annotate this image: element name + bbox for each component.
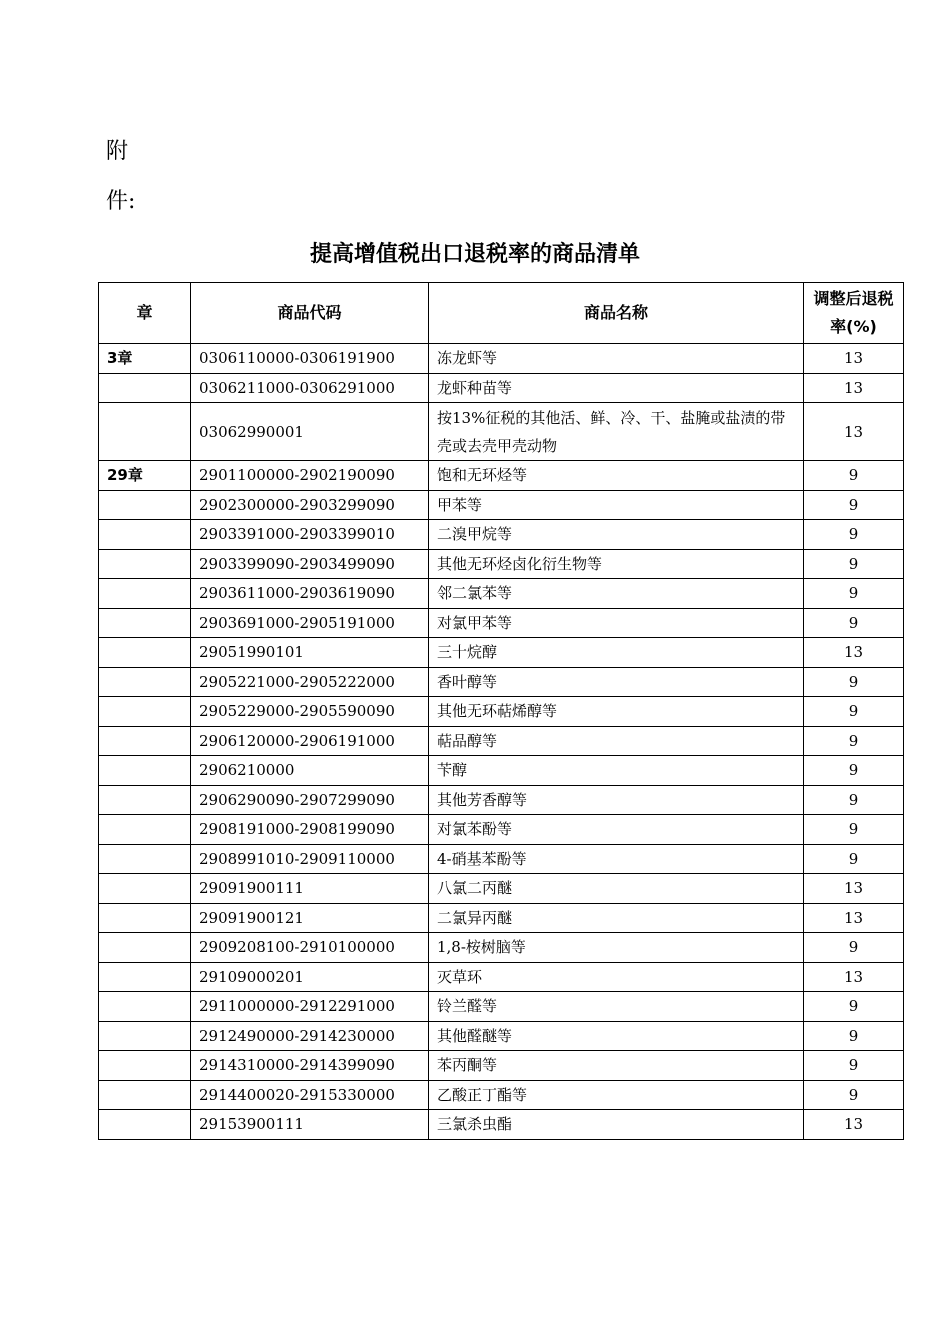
cell-code: 2908191000-2908199090	[191, 815, 429, 845]
cell-rate: 13	[804, 403, 904, 461]
table-row	[99, 992, 904, 1022]
table-row	[99, 844, 904, 874]
cell-code: 2914310000-2914399090	[191, 1051, 429, 1081]
cell-rate: 13	[804, 638, 904, 668]
cell-chapter	[99, 844, 191, 874]
table-row	[99, 608, 904, 638]
table-row	[99, 490, 904, 520]
cell-rate: 9	[804, 756, 904, 786]
table-row	[99, 962, 904, 992]
cell-code: 29091900121	[191, 903, 429, 933]
cell-name: 1,8-桉树脑等	[429, 933, 804, 963]
cell-rate: 9	[804, 549, 904, 579]
cell-code: 0306211000-0306291000	[191, 373, 429, 403]
cell-chapter: 29章	[99, 461, 191, 491]
cell-name: 香叶醇等	[429, 667, 804, 697]
cell-rate: 13	[804, 373, 904, 403]
cell-name: 甲苯等	[429, 490, 804, 520]
cell-code: 2909208100-2910100000	[191, 933, 429, 963]
table-row	[99, 344, 904, 374]
cell-name: 三氯杀虫酯	[429, 1110, 804, 1140]
table-row	[99, 1021, 904, 1051]
cell-code: 2911000000-2912291000	[191, 992, 429, 1022]
header-code: 商品代码	[191, 283, 429, 344]
table-row	[99, 933, 904, 963]
cell-chapter	[99, 903, 191, 933]
cell-code: 2906290090-2907299090	[191, 785, 429, 815]
cell-code: 2912490000-2914230000	[191, 1021, 429, 1051]
cell-code: 2905229000-2905590090	[191, 697, 429, 727]
cell-code: 2903399090-2903499090	[191, 549, 429, 579]
table-row	[99, 1080, 904, 1110]
cell-rate: 9	[804, 785, 904, 815]
cell-code: 29051990101	[191, 638, 429, 668]
table-row	[99, 874, 904, 904]
cell-code: 2914400020-2915330000	[191, 1080, 429, 1110]
table-row	[99, 815, 904, 845]
cell-code: 2908991010-2909110000	[191, 844, 429, 874]
table-row	[99, 1051, 904, 1081]
cell-chapter	[99, 815, 191, 845]
cell-code: 29153900111	[191, 1110, 429, 1140]
table-row	[99, 903, 904, 933]
cell-name: 三十烷醇	[429, 638, 804, 668]
cell-chapter: 3章	[99, 344, 191, 374]
cell-name: 龙虾种苗等	[429, 373, 804, 403]
table-body	[99, 344, 904, 1140]
cell-chapter	[99, 1080, 191, 1110]
table-row	[99, 579, 904, 609]
cell-name: 其他无环萜烯醇等	[429, 697, 804, 727]
cell-name: 萜品醇等	[429, 726, 804, 756]
cell-name: 按13%征税的其他活、鲜、冷、干、盐腌或盐渍的带壳或去壳甲壳动物	[429, 403, 804, 461]
cell-chapter	[99, 962, 191, 992]
cell-chapter	[99, 697, 191, 727]
cell-name: 铃兰醛等	[429, 992, 804, 1022]
cell-rate: 9	[804, 490, 904, 520]
tax-rebate-table	[98, 282, 904, 1140]
cell-chapter	[99, 874, 191, 904]
cell-rate: 9	[804, 608, 904, 638]
cell-name: 其他芳香醇等	[429, 785, 804, 815]
cell-code: 29091900111	[191, 874, 429, 904]
header-chapter: 章	[99, 283, 191, 344]
cell-chapter	[99, 403, 191, 461]
table-row	[99, 697, 904, 727]
cell-chapter	[99, 579, 191, 609]
cell-rate: 9	[804, 815, 904, 845]
header-rate: 调整后退税率(%)	[804, 283, 904, 344]
table-header-row	[99, 283, 904, 344]
cell-rate: 13	[804, 903, 904, 933]
table-row	[99, 726, 904, 756]
cell-code: 2906120000-2906191000	[191, 726, 429, 756]
cell-chapter	[99, 373, 191, 403]
cell-rate: 13	[804, 874, 904, 904]
cell-chapter	[99, 608, 191, 638]
cell-chapter	[99, 785, 191, 815]
cell-rate: 9	[804, 844, 904, 874]
table-row	[99, 549, 904, 579]
cell-code: 2903391000-2903399010	[191, 520, 429, 550]
table-row	[99, 520, 904, 550]
document-title: 提高增值税出口退税率的商品清单	[309, 242, 640, 267]
cell-chapter	[99, 638, 191, 668]
cell-chapter	[99, 1110, 191, 1140]
cell-code: 2903611000-2903619090	[191, 579, 429, 609]
attachment-label-line1: 附	[106, 139, 129, 164]
cell-code: 2905221000-2905222000	[191, 667, 429, 697]
cell-code: 2903691000-2905191000	[191, 608, 429, 638]
table-row	[99, 373, 904, 403]
cell-chapter	[99, 490, 191, 520]
cell-rate: 9	[804, 1051, 904, 1081]
cell-code: 2902300000-2903299090	[191, 490, 429, 520]
cell-name: 对氯甲苯等	[429, 608, 804, 638]
table-row	[99, 785, 904, 815]
header-name: 商品名称	[429, 283, 804, 344]
cell-name: 邻二氯苯等	[429, 579, 804, 609]
cell-rate: 13	[804, 962, 904, 992]
cell-name: 二氯异丙醚	[429, 903, 804, 933]
cell-rate: 9	[804, 992, 904, 1022]
cell-name: 对氯苯酚等	[429, 815, 804, 845]
cell-rate: 9	[804, 461, 904, 491]
cell-rate: 13	[804, 1110, 904, 1140]
table-row	[99, 403, 904, 461]
cell-code: 2901100000-2902190090	[191, 461, 429, 491]
cell-name: 八氯二丙醚	[429, 874, 804, 904]
cell-name: 其他无环烃卤化衍生物等	[429, 549, 804, 579]
cell-name: 4-硝基苯酚等	[429, 844, 804, 874]
cell-chapter	[99, 756, 191, 786]
cell-chapter	[99, 1021, 191, 1051]
attachment-label-line2: 件:	[106, 189, 136, 214]
cell-chapter	[99, 667, 191, 697]
cell-rate: 9	[804, 1080, 904, 1110]
cell-rate: 9	[804, 579, 904, 609]
table-row	[99, 756, 904, 786]
cell-rate: 9	[804, 667, 904, 697]
cell-name: 二溴甲烷等	[429, 520, 804, 550]
cell-name: 乙酸正丁酯等	[429, 1080, 804, 1110]
table-row	[99, 667, 904, 697]
cell-name: 饱和无环烃等	[429, 461, 804, 491]
cell-chapter	[99, 992, 191, 1022]
cell-rate: 9	[804, 1021, 904, 1051]
cell-rate: 9	[804, 520, 904, 550]
cell-code: 03062990001	[191, 403, 429, 461]
cell-name: 冻龙虾等	[429, 344, 804, 374]
cell-chapter	[99, 726, 191, 756]
cell-name: 灭草环	[429, 962, 804, 992]
cell-code: 2906210000	[191, 756, 429, 786]
table-row	[99, 461, 904, 491]
cell-name: 其他醛醚等	[429, 1021, 804, 1051]
cell-rate: 9	[804, 726, 904, 756]
cell-name: 苯丙酮等	[429, 1051, 804, 1081]
cell-code: 29109000201	[191, 962, 429, 992]
cell-rate: 9	[804, 697, 904, 727]
cell-rate: 9	[804, 933, 904, 963]
table-row	[99, 638, 904, 668]
cell-chapter	[99, 549, 191, 579]
cell-name: 苄醇	[429, 756, 804, 786]
cell-code: 0306110000-0306191900	[191, 344, 429, 374]
cell-chapter	[99, 1051, 191, 1081]
table-row	[99, 1110, 904, 1140]
cell-chapter	[99, 933, 191, 963]
cell-rate: 13	[804, 344, 904, 374]
cell-chapter	[99, 520, 191, 550]
